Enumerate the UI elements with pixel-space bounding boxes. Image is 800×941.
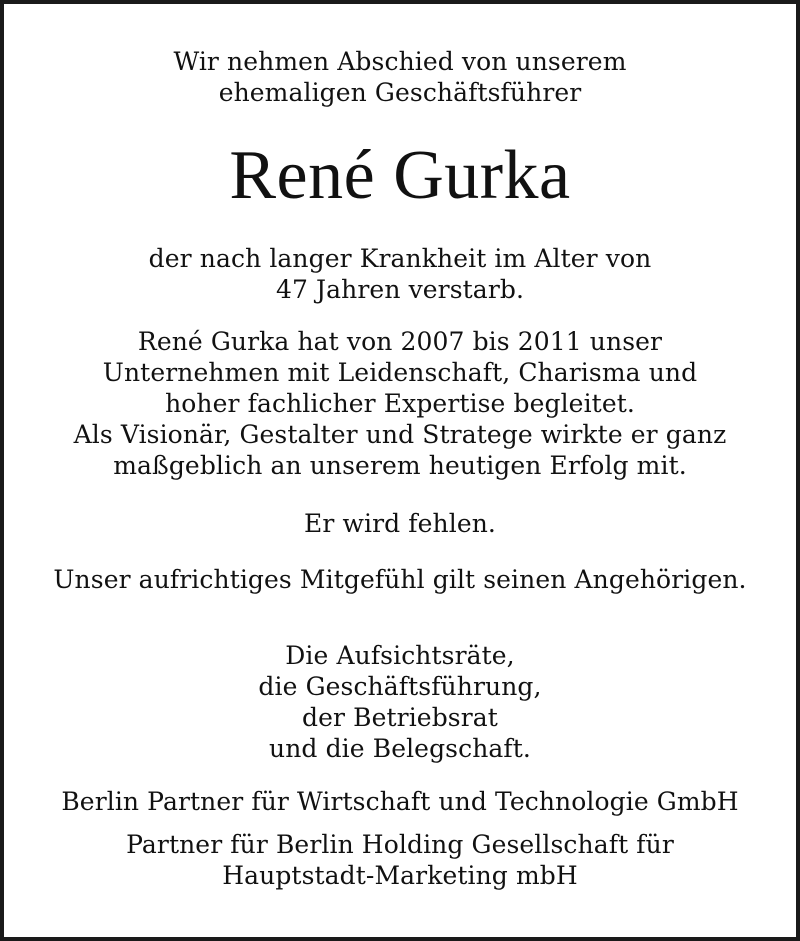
tribute-line: Unternehmen mit Leidenschaft, Charisma und: [102, 358, 698, 387]
condolence-line: Unser aufrichtiges Mitgefühl gilt seinen Angehörigen.: [53, 565, 747, 594]
intro-text: [4, 46, 796, 108]
death-notice-text: [4, 243, 796, 305]
intro-line: ehemaligen Geschäftsführer: [218, 78, 582, 107]
organization-name-2: [4, 829, 796, 891]
signatories-list: [4, 640, 796, 764]
death-notice-line: der nach langer Krankheit im Alter von: [148, 244, 652, 273]
missed-text: [4, 508, 796, 539]
deceased-name: René Gurka: [229, 137, 571, 214]
organization-line: Partner für Berlin Holding Gesellschaft für: [126, 830, 674, 859]
intro-line: Wir nehmen Abschied von unserem: [173, 47, 627, 76]
signatory-line: Die Aufsichtsräte,: [285, 641, 515, 670]
organization-line: Hauptstadt-Marketing mbH: [222, 861, 578, 890]
organization-line: Berlin Partner für Wirtschaft und Technologie GmbH: [61, 787, 739, 816]
death-notice-line: 47 Jahren verstarb.: [275, 275, 525, 304]
missed-line: Er wird fehlen.: [304, 509, 496, 538]
organization-name-1: [4, 786, 796, 817]
signatory-line: der Betriebsrat: [302, 703, 498, 732]
tribute-line: hoher fachlicher Expertise begleitet.: [165, 389, 635, 418]
tribute-line: René Gurka hat von 2007 bis 2011 unser: [137, 327, 663, 356]
condolence-text: [4, 564, 796, 595]
tribute-line: maßgeblich an unserem heutigen Erfolg mit.: [113, 451, 687, 480]
tribute-paragraph: [4, 326, 796, 481]
signatory-line: und die Belegschaft.: [269, 734, 531, 763]
signatory-line: die Geschäftsführung,: [258, 672, 542, 701]
deceased-name-heading: [4, 136, 796, 216]
tribute-line: Als Visionär, Gestalter und Stratege wirkte er ganz: [73, 420, 727, 449]
